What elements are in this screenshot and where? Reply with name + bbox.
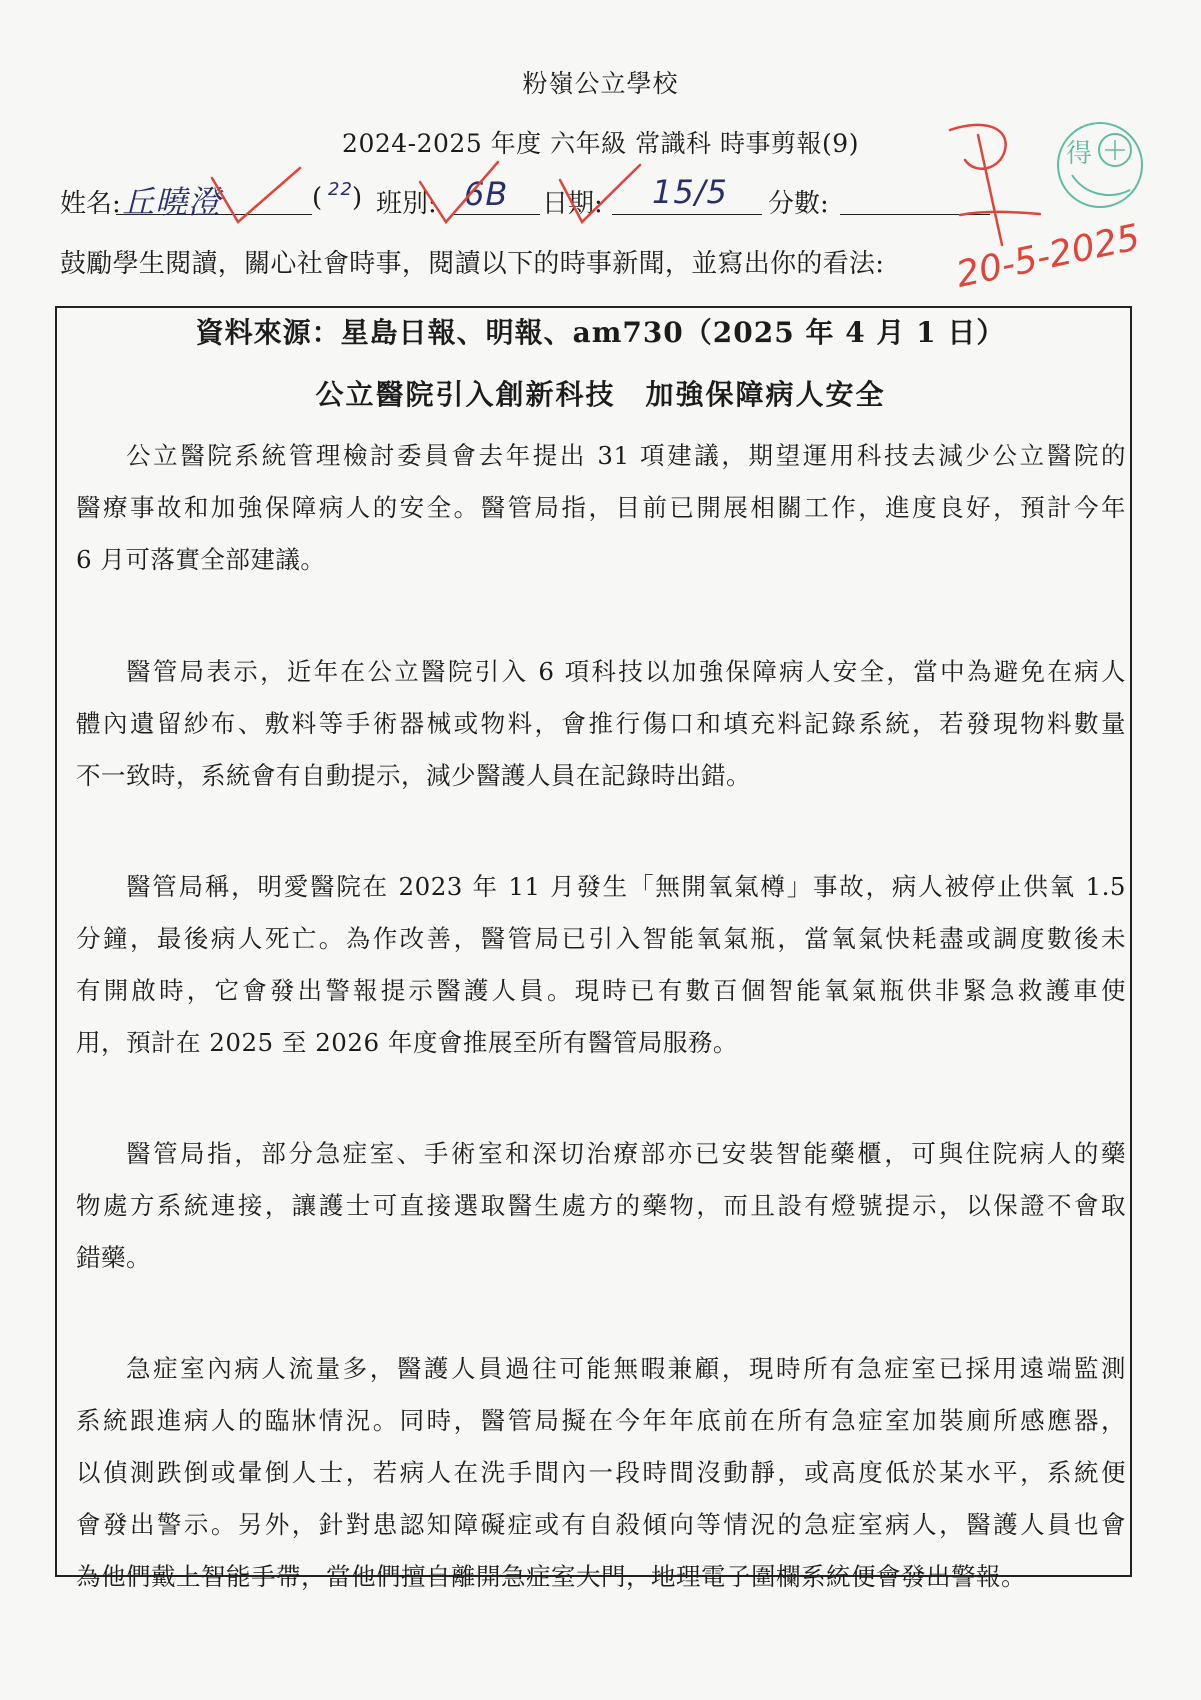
paragraph-3-line-1: 醫管局稱，明愛醫院在 2023 年 11 月發生「無開氧氣樽」事故，病人被停止供氧 1.5 (126, 872, 1126, 901)
paragraph-5-line-4: 會發出警示。另外，針對患認知障礙症或有自殺傾向等情況的急症室病人，醫護人員也會 (76, 1510, 1126, 1539)
name-value: 丘曉澄 (122, 183, 222, 221)
paragraph-5-line-2: 系統跟進病人的臨牀情況。同時，醫管局擬在今年年底前在所有急症室加裝廁所感應器， (76, 1406, 1126, 1435)
article-title: 公立醫院引入創新科技 加強保障病人安全 (315, 378, 886, 411)
paragraph-3-line-2: 分鐘，最後病人死亡。為作改善，醫管局已引入智能氧氣瓶，當氧氣快耗盡或調度數後未 (76, 924, 1126, 953)
paragraph-4-line-1: 醫管局指，部分急症室、手術室和深切治療部亦已安裝智能藥櫃，可與住院病人的藥 (126, 1139, 1126, 1168)
paragraph-1-line-2: 醫療事故和加強保障病人的安全。醫管局指，目前已開展相關工作，進度良好，預計今年 (76, 493, 1126, 522)
paragraph-4-line-3: 錯藥。 (76, 1243, 151, 1272)
paragraph-2-line-1: 醫管局表示，近年在公立醫院引入 6 項科技以加強保障病人安全，當中為避免在病人 (126, 657, 1126, 686)
paragraph-5-line-5: 為他們戴上智能手帶，當他們擅自離開急症室大門，地理電子圍欄系統便會發出警報。 (76, 1562, 1026, 1591)
paragraph-5-line-3: 以偵測跌倒或暈倒人士，若病人在洗手間內一段時間沒動靜，或高度低於某水平，系統便 (76, 1458, 1126, 1487)
school-name: 粉嶺公立學校 (522, 69, 679, 98)
worksheet-heading: 2024-2025 年度 六年級 常識科 時事剪報(9) (342, 129, 859, 158)
date-value: 15/5 (652, 173, 728, 211)
paragraph-5-line-1: 急症室內病人流量多，醫護人員過往可能無暇兼顧，現時所有急症室已採用遠端監測 (126, 1354, 1126, 1383)
class-label: 班別: (376, 189, 437, 219)
score-label: 分數: (768, 189, 829, 219)
number-open: ( (312, 183, 323, 213)
paragraph-1-line-3: 6 月可落實全部建議。 (76, 545, 326, 574)
class-value: 6B (464, 175, 509, 213)
paragraph-3-line-4: 用，預計在 2025 至 2026 年度會推展至所有醫管局服務。 (76, 1028, 738, 1057)
stamp-character: 得 (1066, 139, 1093, 169)
number-value: 22 (328, 179, 353, 200)
paragraph-4-line-2: 物處方系統連接，讓護士可直接選取醫生處方的藥物，而且設有燈號提示，以保證不會取 (76, 1191, 1126, 1220)
number-close: ) (352, 183, 363, 213)
instruction-text: 鼓勵學生閱讀，關心社會時事，閱讀以下的時事新聞，並寫出你的看法: (60, 249, 885, 279)
class-underline (454, 214, 540, 215)
article-source: 資料來源：星島日報、明報、am730（2025 年 4 月 1 日） (195, 316, 1006, 349)
paragraph-1-line-1: 公立醫院系統管理檢討委員會去年提出 31 項建議，期望運用科技去減少公立醫院的 (126, 441, 1126, 470)
teacher-date-mark: 20-5-2025 (952, 217, 1144, 296)
name-label: 姓名: (60, 189, 121, 219)
date-label: 日期: (542, 189, 603, 219)
paragraph-2-line-3: 不一致時，系統會有自動提示，減少醫護人員在記錄時出錯。 (76, 761, 751, 790)
score-underline (840, 214, 990, 215)
paragraph-2-line-2: 體內遺留紗布、敷料等手術器械或物料，會推行傷口和填充料記錄系統，若發現物料數量 (76, 709, 1126, 738)
paragraph-3-line-3: 有開啟時，它會發出警報提示醫護人員。現時已有數百個智能氧氣瓶供非緊急救護車使 (76, 976, 1126, 1005)
date-underline (612, 214, 762, 215)
